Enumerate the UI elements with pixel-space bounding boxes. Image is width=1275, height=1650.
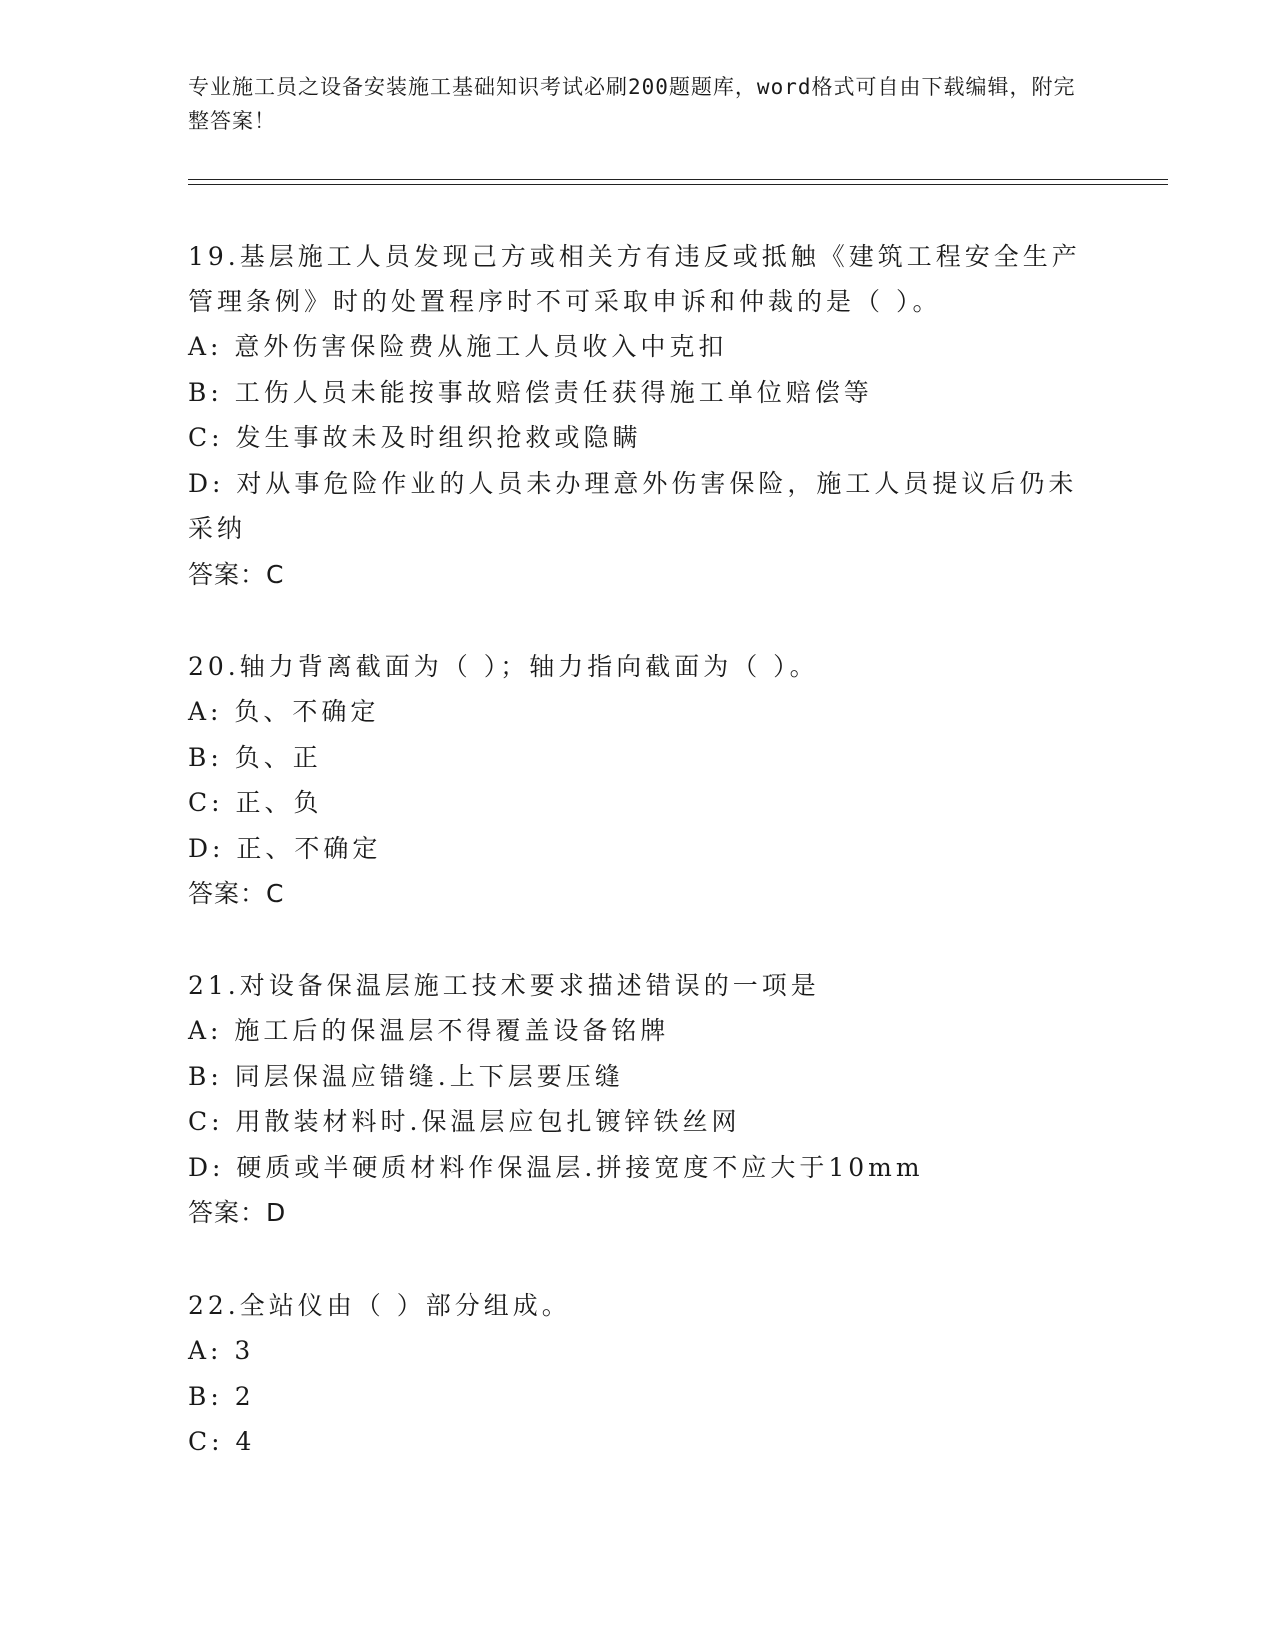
- option-d: D: 正、不确定: [188, 833, 382, 863]
- header-divider-bottom: [188, 184, 1168, 185]
- option-a: A: 意外伤害保险费从施工人员收入中克扣: [188, 332, 728, 361]
- option-d: D: 硬质或半硬质材料作保温层.拼接宽度不应大于10mm: [188, 1152, 924, 1182]
- option-b: B: 2: [188, 1381, 255, 1411]
- answer-line: 答案：C: [188, 559, 285, 589]
- answer-line: 答案：D: [188, 1198, 287, 1227]
- question-stem: 22.全站仪由（ ）部分组成。: [188, 1291, 571, 1320]
- question-19: [188, 234, 1088, 598]
- option-c: C: 发生事故未及时组织抢救或隐瞒: [188, 423, 642, 452]
- answer-line: 答案：C: [188, 879, 285, 908]
- option-b: B: 工伤人员未能按事故赔偿责任获得施工单位赔偿等: [188, 377, 873, 407]
- header-divider-top: [188, 179, 1168, 180]
- question-stem: 20.轴力背离截面为（ ）；轴力指向截面为（ ）。: [188, 652, 819, 681]
- option-a: A: 施工后的保温层不得覆盖设备铭牌: [188, 1016, 670, 1045]
- option-d: D: 对从事危险作业的人员未办理意外伤害保险，施工人员提议后仍未采纳: [188, 468, 1078, 543]
- question-stem: 19.基层施工人员发现己方或相关方有违反或抵触《建筑工程安全生产管理条例》时的处置程序时不可采取申诉和仲裁的是（ ）。: [188, 242, 1081, 316]
- option-c: C: 4: [188, 1427, 256, 1456]
- option-b: B: 负、正: [188, 742, 322, 772]
- option-c: C: 正、负: [188, 788, 323, 817]
- option-b: B: 同层保温应错缝.上下层要压缝: [188, 1061, 624, 1091]
- question-20: [188, 644, 1088, 917]
- option-c: C: 用散装材料时.保温层应包扎镀锌铁丝网: [188, 1107, 741, 1136]
- question-stem: 21.对设备保温层施工技术要求描述错误的一项是: [188, 971, 820, 1000]
- document-header: 专业施工员之设备安装施工基础知识考试必刷200题题库，word格式可自由下载编辑，附完整答案！: [188, 75, 1076, 133]
- question-21: [188, 963, 1088, 1236]
- option-a: A: 3: [188, 1336, 255, 1365]
- option-a: A: 负、不确定: [188, 697, 380, 726]
- question-22: [188, 1283, 1088, 1465]
